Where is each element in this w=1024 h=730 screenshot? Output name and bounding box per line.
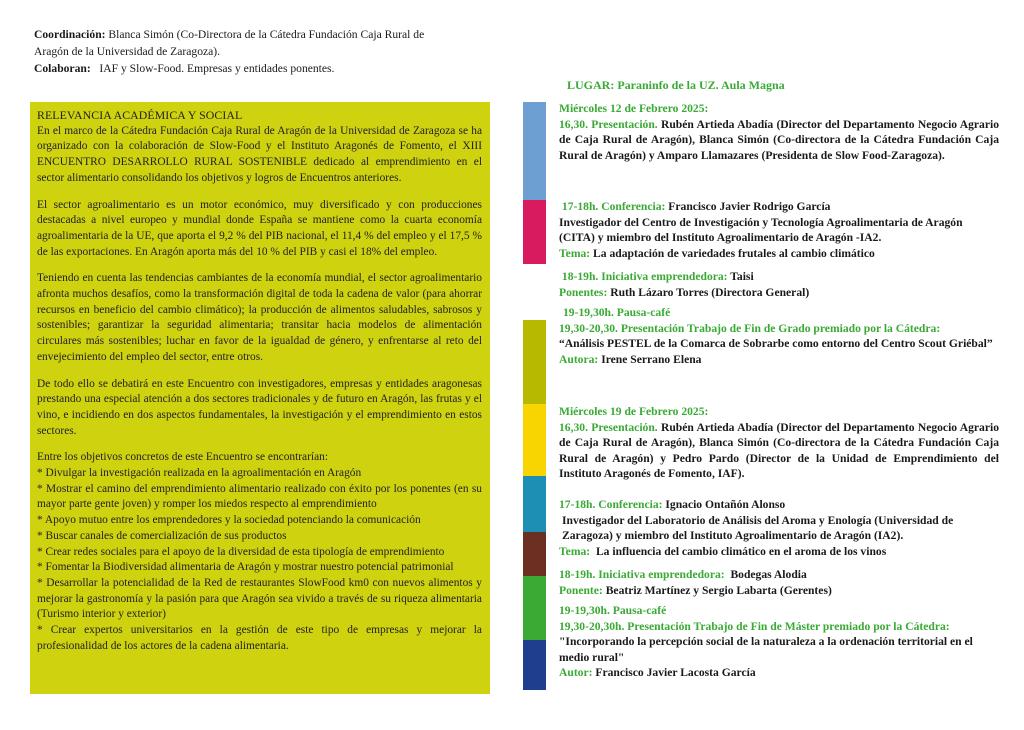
- day2-coffee-break: 19-19,30h. Pausa-café: [559, 604, 667, 617]
- day2-presentation: [559, 404, 999, 482]
- day1-initiative-time: 18-19h. Iniciativa emprendedora:: [561, 270, 728, 283]
- day2-tfm: [559, 603, 999, 681]
- day1-ponentes-label: Ponentes:: [559, 285, 608, 299]
- objective-item: * Divulgar la investigación realizada en la agroalimentación en Aragón: [37, 467, 362, 480]
- relevance-panel: [30, 102, 490, 694]
- relevance-paragraph-2: El sector agroalimentario es un motor económico, muy diversificado y con producciones destacadas a nivel europeo y mundial donde España se mantiene como la cuarta economía agroalimentaria de la UE, que aporta el 9,2 % del PIB nacional, el 11,4 % del empleo y el 17,5 % de las exportaciones. En Aragón aporta más del 10 % del PIB y casi el 18% del empleo.: [37, 198, 482, 258]
- coordinacion-text: Blanca Simón (Co-Directora de la Cátedra Fundación Caja Rural de: [108, 28, 425, 41]
- day1-presentation: [559, 101, 999, 163]
- day1-initiative-name: Taisi: [730, 270, 754, 283]
- day1-date: Miércoles 12 de Febrero 2025:: [559, 102, 709, 115]
- day2-conference-description: Investigador del Laboratorio de Análisis del Aroma y Enología (Universidad de Zaragoza) y miembro del Instituto Agroalimentario de Aragón (IA2).: [562, 513, 954, 542]
- day2-presentation-text: Rubén Artieda Abadía (Director del Departamento Negocio Agrario de Caja Rural de Aragón), Blanca Simón (Co-directora de la Cátedra Fundación Caja Rural de Aragón) y Pedro Pardo (Director de la Unidad de Emprendimiento del Instituto Aragonés de Fomento, IAF).: [559, 420, 999, 480]
- day2-conference: [559, 497, 999, 559]
- color-bar-segment-magenta: [523, 200, 546, 264]
- objective-item: * Desarrollar la potencialidad de la Red de restaurantes SlowFood km0 con nuevos alimentos y mejorar la gastronomía y la pasión para que Aragón sea vivido a través de su riqueza alimentaria (Turismo interior y exterior): [37, 576, 482, 621]
- day2-date: Miércoles 19 de Febrero 2025:: [559, 405, 709, 418]
- day2-autor-label: Autor:: [559, 666, 593, 679]
- objective-item: * Crear expertos universitarios en la gestión de este tipo de empresas y mejorar la profesionalidad de los actores de la cadena alimentaria.: [37, 624, 482, 652]
- relevance-paragraph-4: De todo ello se debatirá en este Encuentro con investigadores, empresas y entidades aragonesas prestando una especial atención a dos sectores tradicionales y de futuro en Aragón, las frutas y el vino, e incidiendo en dos aspectos fundamentales, la investigación y el emprendimiento en estos sectores.: [37, 377, 482, 437]
- day2-conference-time: 17-18h. Conferencia:: [559, 498, 663, 511]
- day2-ponente-label: Ponente:: [559, 583, 603, 597]
- day1-coffee-break: 19-19,30h. Pausa-café: [563, 306, 671, 319]
- objective-item: * Buscar canales de comercialización de sus productos: [37, 529, 287, 542]
- color-bar-segment-white: [523, 264, 546, 320]
- color-bar-segment-blue: [523, 102, 546, 200]
- day2-tema-text: La influencia del cambio climático en el aroma de los vinos: [595, 544, 887, 558]
- objective-item: * Fomentar la Biodiversidad alimentaria de Aragón y mostrar nuestro potencial patrimonial: [37, 561, 454, 574]
- day1-autora-text: Irene Serrano Elena: [601, 352, 702, 366]
- day2-autor-text: Francisco Javier Lacosta García: [595, 666, 756, 679]
- color-bar-segment-olive: [523, 320, 546, 404]
- day2-tfm-title: "Incorporando la percepción social de la naturaleza a la ordenación territorial en el medio rural": [559, 635, 973, 664]
- color-bar-segment-yellow: [523, 404, 546, 476]
- day2-initiative-time: 18-19h. Iniciativa emprendedora:: [559, 568, 725, 581]
- day1-conference-time: 17-18h. Conferencia:: [561, 200, 666, 213]
- coordinacion-label: Coordinación:: [34, 28, 106, 41]
- color-bar-segment-brown: [523, 532, 546, 576]
- relevance-title: RELEVANCIA ACADÉMICA Y SOCIAL: [37, 108, 243, 122]
- relevance-paragraph-3: Teniendo en cuenta las tendencias cambiantes de la economía mundial, el sector agroalimentario afronta muchos desafíos, como la transformación digital de toda la cadena de valor (para ahorrar recursos en beneficio del cambio climático); la producción de alimentos saludables, sabrosos y sostenibles; garantizar la seguridad alimentaria; transitar hacia modelos de alimentación circulares más sostenibles; luchar en favor de la igualdad de género, y enfrentarse al reto del envejecimiento del empleo del sector, entre otros.: [37, 272, 482, 363]
- relevance-paragraph-1: En el marco de la Cátedra Fundación Caja Rural de Aragón de la Universidad de Zaragoza se ha organizado con la colaboración de Slow-Food y el Instituto Aragonés de Fomento, el XIII ENCUENTRO DESARROLLO RURAL SOSTENIBLE dedicado al emprendimiento en el sector alimentario consolidando los objetivos y logros de Encuentros anteriores.: [37, 124, 482, 184]
- day1-presentation-time: 16,30. Presentación.: [559, 117, 658, 131]
- objectives-intro: Entre los objetivos concretos de este Encuentro se encontrarían:: [37, 451, 328, 464]
- day2-initiative: [559, 567, 999, 598]
- objective-item: * Apoyo mutuo entre los emprendedores y la sociedad potenciando la comunicación: [37, 514, 421, 527]
- day1-tema-label: Tema:: [559, 246, 591, 260]
- day1-conference-speaker: Francisco Javier Rodrigo García: [668, 200, 831, 213]
- day1-tema-text: La adaptación de variedades frutales al cambio climático: [593, 246, 875, 260]
- day1-tfg-heading: 19,30-20,30. Presentación Trabajo de Fin de Grado premiado por la Cátedra:: [559, 321, 941, 335]
- color-bar-segment-green: [523, 576, 546, 640]
- color-bar-segment-navy: [523, 640, 546, 690]
- day2-conference-speaker: Ignacio Ontañón Alonso: [665, 498, 786, 511]
- color-bar-segment-teal: [523, 476, 546, 532]
- coordinacion-text-2: Aragón de la Universidad de Zaragoza).: [34, 45, 221, 58]
- day2-tfm-heading: 19,30-20,30h. Presentación Trabajo de Fin de Máster premiado por la Cátedra:: [559, 619, 950, 633]
- day2-presentation-time: 16,30. Presentación.: [559, 420, 658, 434]
- day2-tema-label: Tema:: [559, 544, 591, 558]
- day1-conference: [559, 199, 999, 261]
- day1-presentation-text: Rubén Artieda Abadía (Director del Departamento Negocio Agrario de Caja Rural de Aragón), Blanca Simón (Co-directora de la Cátedra Fundación Caja Rural de Aragón) y Amparo Llamazares (Presidenta de Slow Food-Zaragoza).: [559, 117, 999, 162]
- day1-tfg: [559, 305, 999, 367]
- day2-initiative-name: Bodegas Alodia: [730, 568, 807, 581]
- objective-item: * Mostrar el camino del emprendimiento alimentario realizado con éxito por los ponentes (en su mayor parte gente joven) y romper los miedos respecto al emprendimiento: [37, 482, 482, 511]
- colaboran-text: IAF y Slow-Food. Empresas y entidades ponentes.: [99, 62, 335, 75]
- day1-conference-description: Investigador del Centro de Investigación y Tecnología Agroalimentaria de Aragón (CITA) y miembro del Instituto Agroalimentario de Aragón -IA2.: [559, 215, 963, 244]
- day1-initiative: [559, 269, 999, 300]
- objective-item: * Crear redes sociales para el apoyo de la diversidad de esta tipología de emprendimiento: [37, 545, 445, 558]
- day2-ponente-text: Beatriz Martínez y Sergio Labarta (Gerentes): [605, 583, 832, 597]
- venue-label: LUGAR: Paraninfo de la UZ. Aula Magna: [567, 78, 785, 92]
- day1-autora-label: Autora:: [559, 352, 599, 366]
- day1-tfg-title: “Análisis PESTEL de la Comarca de Sobrarbe como entorno del Centro Scout Griébal”: [559, 337, 993, 350]
- colaboran-label: Colaboran:: [34, 62, 91, 75]
- day1-ponentes-text: Ruth Lázaro Torres (Directora General): [610, 285, 810, 299]
- coordination-block: [34, 26, 454, 77]
